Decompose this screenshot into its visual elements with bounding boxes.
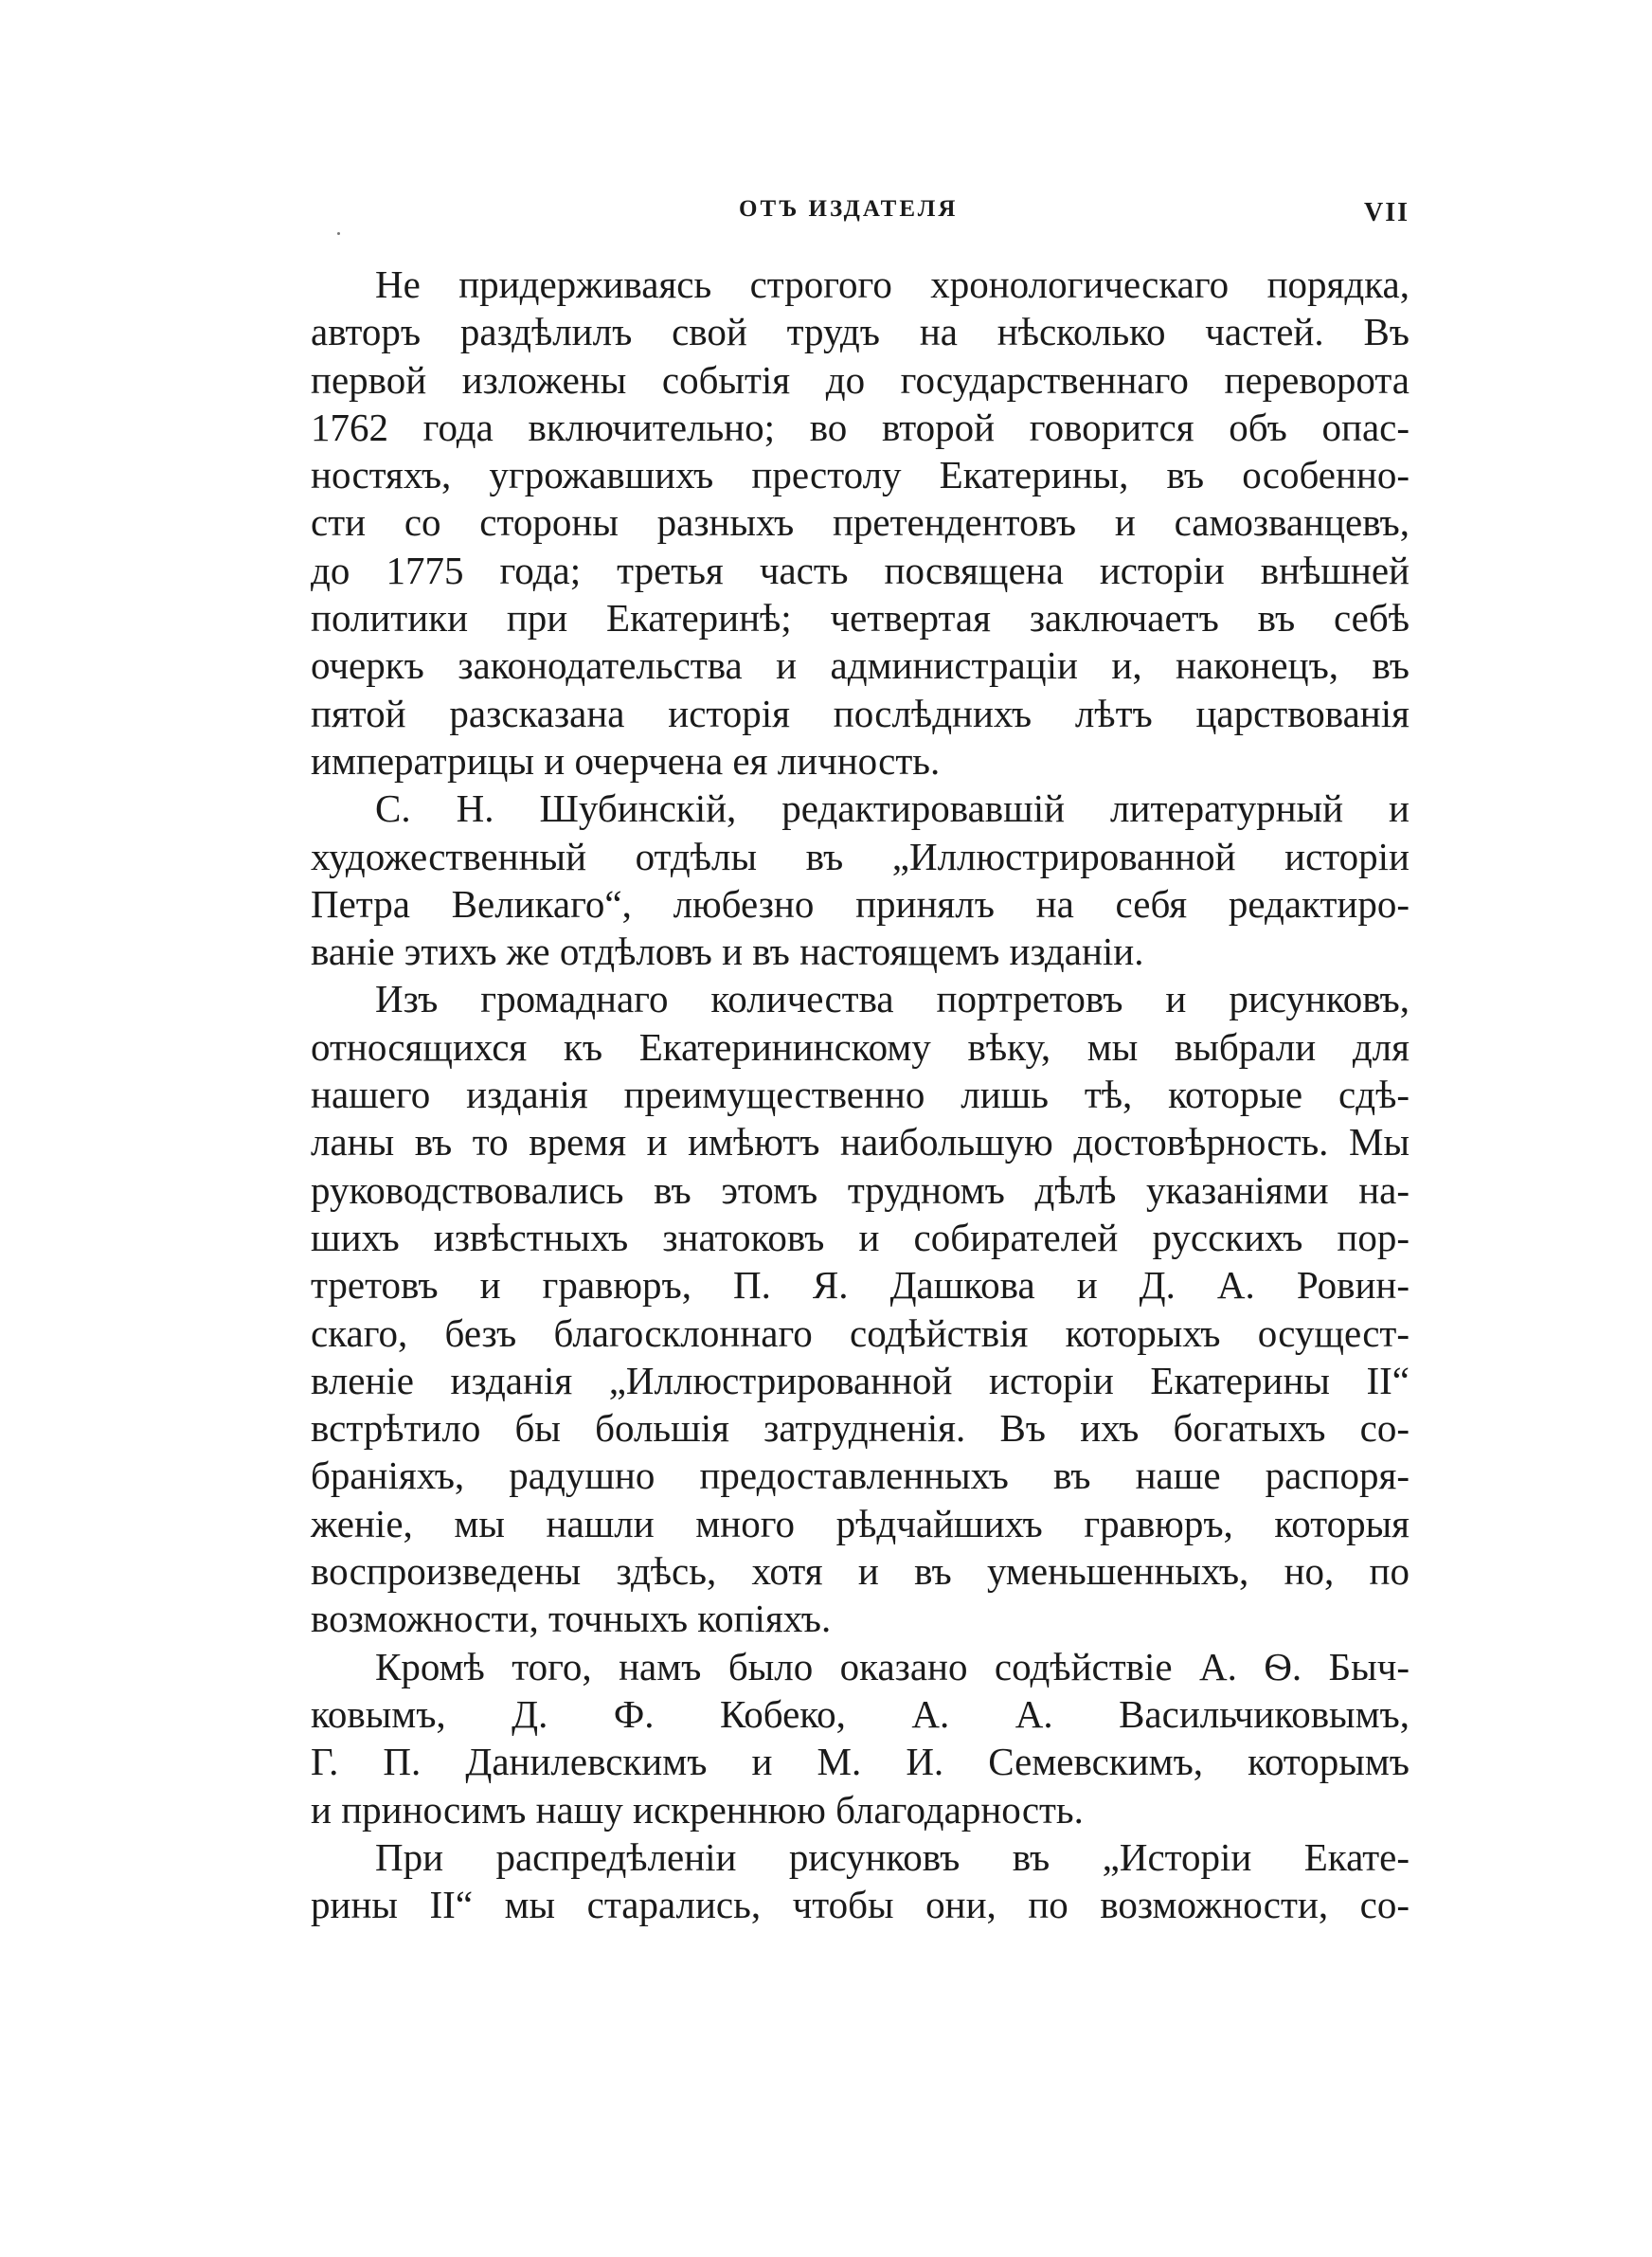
text-line: политики при Екатеринѣ; четвертая заключаетъ въ себѣ xyxy=(311,596,1410,641)
text-line: императрицы и очерчена ея личность. xyxy=(311,738,941,783)
text-line: ковымъ, Д. Ф. Кобеко, А. А. Васильчиковымъ, xyxy=(311,1691,1410,1736)
running-head xyxy=(0,196,1652,234)
text-line: очеркъ законодательства и администраціи и, наконецъ, въ xyxy=(311,643,1410,688)
text-line: Кромѣ того, намъ было оказано содѣйствіе А. Ѳ. Быч- xyxy=(375,1644,1410,1688)
print-speck xyxy=(337,232,340,235)
text-line: Г. П. Данилевскимъ и М. И. Семевскимъ, которымъ xyxy=(311,1740,1410,1784)
text-line: художественный отдѣлы въ „Иллюстрированной исторіи xyxy=(311,834,1410,878)
text-line: скаго, безъ благосклоннаго содѣйствія которыхъ осущест- xyxy=(311,1310,1410,1355)
text-line: сти со стороны разныхъ претендентовъ и самозванцевъ, xyxy=(311,500,1410,545)
body-text xyxy=(311,261,1410,1928)
text-line: нашего изданія преимущественно лишь тѣ, которые сдѣ- xyxy=(311,1073,1410,1117)
text-line: встрѣтило бы большія затрудненія. Въ ихъ богатыхъ со- xyxy=(311,1406,1410,1451)
text-line: относящихся къ Екатерининскому вѣку, мы выбрали для xyxy=(311,1024,1410,1069)
text-line: женіе, мы нашли много рѣдчайшихъ гравюръ, которыя xyxy=(311,1501,1410,1545)
text-line: первой изложены событія до государственнаго переворота xyxy=(311,357,1410,402)
text-line: руководствовались въ этомъ трудномъ дѣлѣ указаніями на- xyxy=(311,1167,1410,1212)
text-line: третовъ и гравюръ, П. Я. Дашкова и Д. А. Ровин- xyxy=(311,1263,1410,1308)
text-line: Петра Великаго“, любезно принялъ на себя редактиро- xyxy=(311,881,1410,926)
text-line: возможности, точныхъ копіяхъ. xyxy=(311,1597,832,1641)
text-line: Изъ громаднаго количества портретовъ и рисунковъ, xyxy=(375,977,1410,1021)
text-line: до 1775 года; третья часть посвящена исторіи внѣшней xyxy=(311,548,1410,592)
text-line: пятой разсказана исторія послѣднихъ лѣтъ царствованія xyxy=(311,691,1410,735)
text-line: вленіе изданія „Иллюстрированной исторіи Екатерины II“ xyxy=(311,1358,1410,1402)
text-line: При распредѣленіи рисунковъ въ „Исторіи Екате- xyxy=(375,1834,1410,1879)
text-line: ланы въ то время и имѣютъ наибольшую достовѣрность. Мы xyxy=(311,1120,1410,1165)
page-number: VII xyxy=(1364,198,1410,227)
text-line: воспроизведены здѣсь, хотя и въ уменьшенныхъ, но, по xyxy=(311,1549,1410,1594)
text-line: ностяхъ, угрожавшихъ престолу Екатерины, въ особенно- xyxy=(311,453,1410,497)
text-line: С. Н. Шубинскій, редактировавшій литературный и xyxy=(375,786,1410,831)
text-line: шихъ извѣстныхъ знатоковъ и собирателей русскихъ пор- xyxy=(311,1215,1410,1259)
running-title: ОТЪ ИЗДАТЕЛЯ xyxy=(739,196,959,222)
text-line: Не придерживаясь строгого хронологическаго порядка, xyxy=(375,262,1410,306)
text-line: браніяхъ, радушно предоставленныхъ въ наше распоря- xyxy=(311,1454,1410,1498)
text-line: ваніе этихъ же отдѣловъ и въ настоящемъ изданіи. xyxy=(311,930,1144,974)
text-line: рины II“ мы старались, чтобы они, по возможности, со- xyxy=(311,1883,1410,1927)
text-line: 1762 года включительно; во второй говорится объ опас- xyxy=(311,405,1410,449)
text-line: авторъ раздѣлилъ свой трудъ на нѣсколько частей. Въ xyxy=(311,310,1410,354)
text-line: и приносимъ нашу искреннюю благодарность. xyxy=(311,1787,1084,1832)
